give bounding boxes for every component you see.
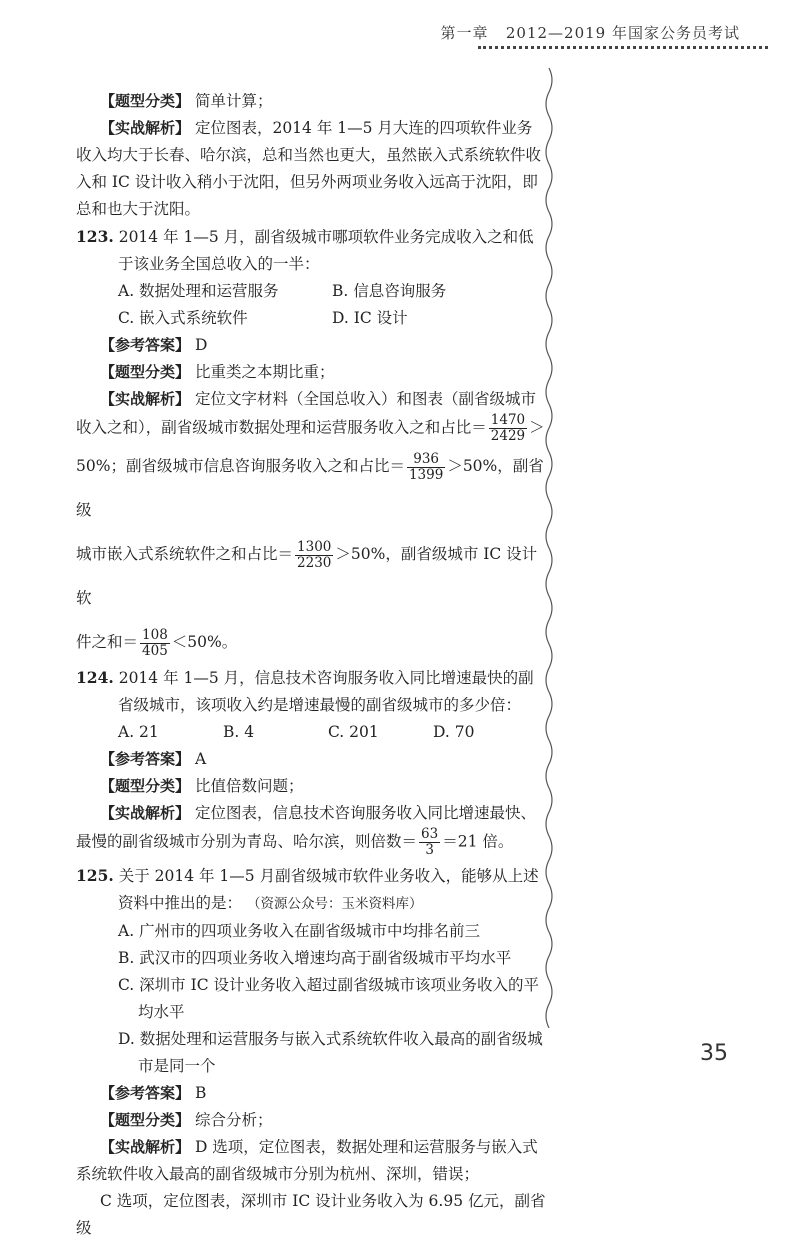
analysis-text: ＞50%，副省级 bbox=[76, 457, 544, 519]
fraction-denominator: 405 bbox=[142, 642, 168, 659]
option-a: A. 数据处理和运营服务 bbox=[118, 282, 279, 300]
question-number: 125. bbox=[76, 866, 114, 885]
q123-answer bbox=[76, 332, 546, 359]
fraction-63-3 bbox=[419, 827, 440, 858]
fraction-denominator: 3 bbox=[425, 842, 434, 858]
analysis-text: 定位图表，2014 年 1—5 月大连的四项软件业务收入均大于长春、哈尔滨，总和当然也更大，虽然嵌入式系统软件收入和 IC 设计收入稍小于沈阳，但另外两项业务收入远高于沈阳，即总和也大于沈阳。 bbox=[76, 119, 542, 218]
page-content bbox=[76, 88, 546, 1242]
option-a: A. 广州市的四项业务收入在副省级城市中均排名前三 bbox=[118, 922, 481, 940]
type-label: 【题型分类】 bbox=[100, 92, 191, 110]
question-stem: 2014 年 1—5 月，副省级城市哪项软件业务完成收入之和低于该业务全国总收入的一半： bbox=[118, 228, 534, 273]
q125-analysis-2 bbox=[76, 1188, 546, 1242]
option-c: C. 深圳市 IC 设计业务收入超过副省级城市该项业务收入的平均水平 bbox=[118, 976, 539, 1021]
type-label: 【题型分类】 bbox=[100, 363, 191, 381]
type-value: 简单计算； bbox=[194, 92, 273, 110]
q124-options bbox=[76, 719, 546, 746]
header-title: 2012—2019 年国家公务员考试 bbox=[505, 24, 740, 42]
q124-analysis bbox=[76, 800, 546, 858]
fraction-numerator: 63 bbox=[421, 826, 439, 842]
type-label: 【题型分类】 bbox=[100, 1111, 191, 1129]
fraction-denominator: 1399 bbox=[408, 466, 444, 483]
option-b: B. 武汉市的四项业务收入增速均高于副省级城市平均水平 bbox=[118, 949, 512, 967]
chapter-label: 第一章 bbox=[440, 24, 489, 42]
fraction-denominator: 2429 bbox=[490, 428, 526, 444]
option-d: D. 70 bbox=[433, 723, 475, 741]
fraction-936-1399 bbox=[407, 452, 445, 483]
q124-stem bbox=[76, 664, 546, 719]
q123-options-row2 bbox=[76, 305, 546, 332]
q123-analysis-line3 bbox=[76, 532, 546, 620]
fraction-numerator: 108 bbox=[142, 626, 168, 643]
q123-options-row1 bbox=[76, 278, 546, 305]
analysis-text: ＞ bbox=[529, 418, 545, 437]
answer-label: 【参考答案】 bbox=[100, 1084, 191, 1102]
q125-type bbox=[76, 1107, 546, 1134]
analysis-text: 城市嵌入式系统软件之和占比＝ bbox=[76, 545, 294, 563]
fraction-1300-2230 bbox=[295, 540, 333, 571]
analysis-text: ＞50%，副省级城市 IC 设计软 bbox=[76, 545, 538, 607]
option-d: D. 数据处理和运营服务与嵌入式系统软件收入最高的副省级城市是同一个 bbox=[118, 1030, 543, 1075]
question-number: 123. bbox=[76, 227, 114, 246]
answer-value: D bbox=[194, 336, 208, 354]
q123-analysis-line4 bbox=[76, 620, 546, 664]
answer-value: A bbox=[194, 750, 207, 768]
question-stem: 关于 2014 年 1—5 月副省级城市软件业务收入，能够从上述资料中推出的是： bbox=[118, 867, 539, 912]
analysis-text: ＝21 倍。 bbox=[442, 832, 514, 851]
type-value: 比重类之本期比重； bbox=[194, 363, 335, 381]
option-b: B. 信息咨询服务 bbox=[332, 282, 447, 300]
running-header bbox=[441, 22, 740, 43]
question-number: 124. bbox=[76, 668, 114, 687]
analysis-label: 【实战解析】 bbox=[100, 390, 191, 408]
analysis-label: 【实战解析】 bbox=[100, 1138, 191, 1156]
option-c: C. 嵌入式系统软件 bbox=[118, 309, 248, 327]
q124-answer bbox=[76, 746, 546, 773]
option-a: A. 21 bbox=[118, 723, 159, 741]
analysis-text: 定位图表，信息技术咨询服务收入同比增速最快、最慢的副省级城市分别为青岛、哈尔滨，则倍数＝ bbox=[76, 804, 536, 851]
q125-analysis bbox=[76, 1134, 546, 1188]
analysis-text: 50%；副省级城市信息咨询服务收入之和占比＝ bbox=[76, 457, 405, 475]
q125-stem bbox=[76, 862, 546, 918]
fraction-numerator: 1470 bbox=[490, 412, 526, 428]
analysis-text: D 选项，定位图表，数据处理和运营服务与嵌入式系统软件收入最高的副省级城市分别为杭州、深圳，错误； bbox=[76, 1138, 538, 1183]
analysis-text: C 选项，定位图表，深圳市 IC 设计业务收入为 6.95 亿元，副省级 bbox=[76, 1192, 546, 1237]
answer-value: B bbox=[194, 1084, 207, 1102]
fraction-1470-2429 bbox=[489, 413, 527, 444]
fraction-denominator: 2230 bbox=[297, 554, 332, 571]
q123-analysis bbox=[76, 386, 546, 444]
answer-label: 【参考答案】 bbox=[100, 750, 191, 768]
option-d: D. IC 设计 bbox=[332, 309, 408, 327]
analysis-label: 【实战解析】 bbox=[100, 804, 191, 822]
analysis-text: 定位文字材料（全国总收入）和图表（副省级城市收入之和），副省级城市数据处理和运营服务收入之和占比＝ bbox=[76, 390, 536, 437]
option-b: B. 4 bbox=[223, 723, 255, 741]
type-label: 【题型分类】 bbox=[100, 777, 191, 795]
source-note: （资源公众号：玉米资料库） bbox=[246, 896, 423, 912]
answer-label: 【参考答案】 bbox=[100, 336, 191, 354]
type-value: 比值倍数问题； bbox=[194, 777, 304, 795]
q123-type bbox=[76, 359, 546, 386]
analysis-label: 【实战解析】 bbox=[100, 119, 191, 137]
fraction-108-405 bbox=[140, 628, 170, 659]
q123-analysis-line2 bbox=[76, 444, 546, 532]
fraction-numerator: 1300 bbox=[297, 538, 332, 555]
block0-analysis bbox=[76, 115, 546, 223]
question-stem: 2014 年 1—5 月，信息技术咨询服务收入同比增速最快的副省级城市，该项收入约是增速最慢的副省级城市的多少倍： bbox=[118, 669, 534, 714]
page-number: 35 bbox=[700, 1041, 728, 1066]
q124-type bbox=[76, 773, 546, 800]
block0-type bbox=[76, 88, 546, 115]
type-value: 综合分析； bbox=[194, 1111, 273, 1129]
fraction-numerator: 936 bbox=[407, 452, 445, 468]
q123-stem bbox=[76, 223, 546, 278]
analysis-text: ＜50%。 bbox=[171, 633, 238, 651]
analysis-text: 件之和＝ bbox=[76, 633, 139, 651]
option-c: C. 201 bbox=[328, 723, 379, 741]
header-dotted-rule bbox=[478, 46, 768, 49]
